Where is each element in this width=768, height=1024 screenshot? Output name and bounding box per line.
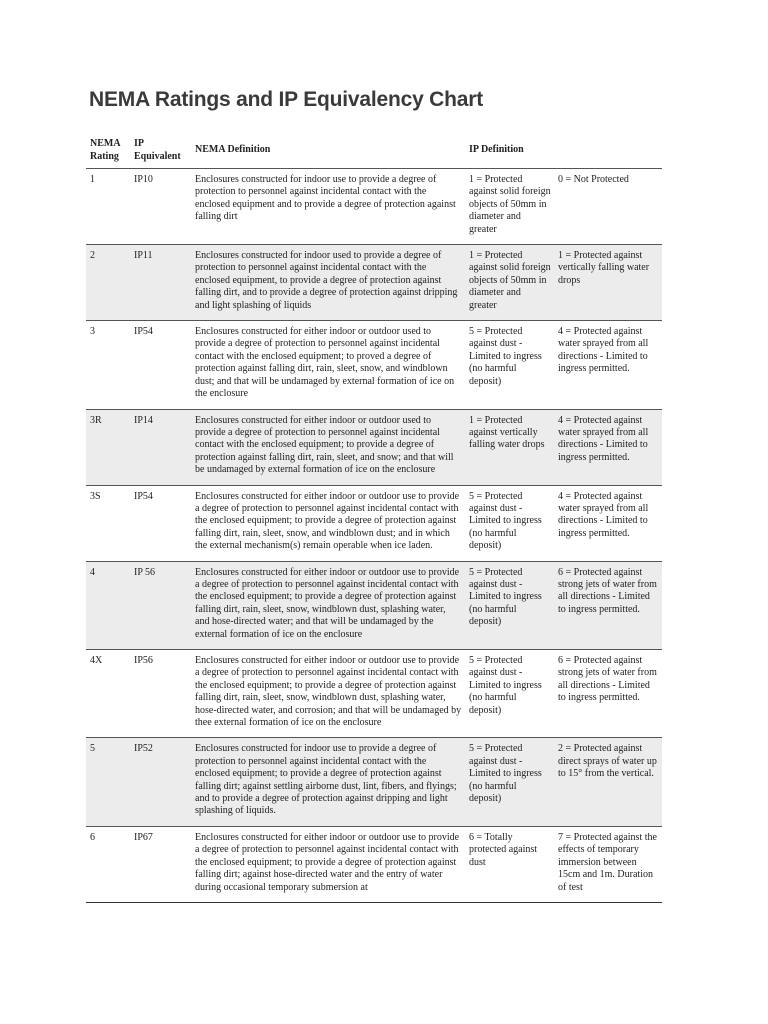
cell-ip-first-digit: 1 = Protected against solid foreign objects of 50mm in diameter and greater [465, 169, 554, 245]
cell-nema-definition: Enclosures constructed for indoor use to provide a degree of protection to personnel against incidental contact with the enclosed equipment; to provide a degree of protection against falling dirt; against settling airborne dust, lint, fibers, and flyings; and to provide a degree of protection against dripping and light splashing of liquids. [191, 738, 465, 826]
table-row [86, 650, 662, 738]
cell-nema-rating: 5 [86, 738, 130, 826]
header-nema-definition: NEMA Definition [191, 138, 465, 169]
cell-ip-second-digit: 4 = Protected against water sprayed from all directions - Limited to ingress permitted. [554, 485, 662, 561]
table-row [86, 561, 662, 649]
cell-ip-first-digit: 1 = Protected against vertically falling water drops [465, 409, 554, 485]
header-ip-definition: IP Definition [465, 138, 662, 169]
cell-nema-definition: Enclosures constructed for either indoor or outdoor used to provide a degree of protection to personnel against incidental contact with the enclosed equipment; to proved a degree of protection against falling dirt, rain, sleet, snow, and windblown dust; and that will be undamaged by external formation of ice on the enclosure [191, 321, 465, 409]
cell-ip-equivalent: IP 56 [130, 561, 191, 649]
table-row [86, 409, 662, 485]
cell-nema-rating: 4 [86, 561, 130, 649]
table-row [86, 245, 662, 321]
cell-nema-rating: 2 [86, 245, 130, 321]
cell-ip-equivalent: IP14 [130, 409, 191, 485]
cell-nema-rating: 6 [86, 826, 130, 902]
cell-ip-equivalent: IP67 [130, 826, 191, 902]
table-row [86, 826, 662, 902]
cell-nema-rating: 4X [86, 650, 130, 738]
cell-nema-definition [191, 826, 465, 902]
cell-nema-rating: 3S [86, 485, 130, 561]
cell-ip-second-digit: 6 = Protected against strong jets of water from all directions - Limited to ingress permitted. [554, 561, 662, 649]
cell-ip-second-digit: 0 = Not Protected [554, 169, 662, 245]
cell-nema-definition: Enclosures constructed for either indoor or outdoor use to provide a degree of protection to personnel against incidental contact with the enclosed equipment; to provide a degree of protection against falling dirt, rain, sleet, snow, windblown dust, splashing water, hose-directed water, and corrosion; and that will be undamaged by thee external formation of ice on the enclosure [191, 650, 465, 738]
header-nema-rating: NEMA Rating [86, 138, 130, 169]
cell-ip-second-digit: 4 = Protected against water sprayed from all directions - Limited to ingress permitted. [554, 321, 662, 409]
cell-nema-definition: Enclosures constructed for either indoor or outdoor use to provide a degree of protection to personnel against incidental contact with the enclosed equipment; to provide a degree of protection against falling dirt, rain, sleet, snow, windblown dust, splashing water, and hose-directed water; and that will be undamaged by the external formation of ice on the enclosure [191, 561, 465, 649]
cell-ip-second-digit: 2 = Protected against direct sprays of water up to 15° from the vertical. [554, 738, 662, 826]
cell-nema-definition: Enclosures constructed for indoor use to provide a degree of protection to personnel against incidental contact with the enclosed equipment and to provide a degree of protection against falling dirt [191, 169, 465, 245]
cell-nema-rating: 1 [86, 169, 130, 245]
document-title: NEMA Ratings and IP Equivalency Chart [89, 88, 484, 111]
cell-ip-first-digit: 5 = Protected against dust - Limited to ingress (no harmful deposit) [465, 321, 554, 409]
cell-nema-definition: Enclosures constructed for either indoor or outdoor used to provide a degree of protection to personnel against incidental contact with the enclosed equipment; to provide a degree of protection against falling dirt, rain, sleet, and snow; and that will be undamaged by external formation of ice on the enclosure [191, 409, 465, 485]
cell-ip-equivalent: IP56 [130, 650, 191, 738]
table-row [86, 169, 662, 245]
cell-ip-second-digit: 4 = Protected against water sprayed from all directions - Limited to ingress permitted. [554, 409, 662, 485]
table-row [86, 738, 662, 826]
cell-nema-definition: Enclosures constructed for indoor used to provide a degree of protection to personnel against incidental contact with the enclosed equipment, to provide a degree of protection against falling dirt, and to provide a degree of protection against dripping and light splashing of liquids [191, 245, 465, 321]
cell-ip-first-digit: 5 = Protected against dust - Limited to ingress (no harmful deposit) [465, 561, 554, 649]
cell-ip-first-digit-text: 6 = Totally protected against dust [469, 831, 538, 868]
table-row [86, 485, 662, 561]
cell-ip-equivalent: IP54 [130, 485, 191, 561]
cell-ip-equivalent: IP54 [130, 321, 191, 409]
cell-ip-second-digit [554, 826, 662, 902]
cell-nema-definition-text: Enclosures constructed for either indoor or outdoor use to provide a degree of protection to personnel against incidental contact with the enclosed equipment; to provide a degree of protection against falling dirt; against hose-directed water and the entry of water during occasional temporary submersion at [195, 831, 460, 893]
cell-nema-rating: 3 [86, 321, 130, 409]
cell-ip-second-digit: 6 = Protected against strong jets of water from all directions - Limited to ingress permitted. [554, 650, 662, 738]
cell-ip-equivalent: IP52 [130, 738, 191, 826]
cell-ip-second-digit: 1 = Protected against vertically falling water drops [554, 245, 662, 321]
header-ip-equivalent: IP Equivalent [130, 138, 191, 169]
cell-nema-definition: Enclosures constructed for either indoor or outdoor use to provide a degree of protection to personnel against incidental contact with the enclosed equipment; to provide a degree of protection against falling dirt, rain, sleet, snow, and windblown dust; and in which the external mechanism(s) remain operable when ice laden. [191, 485, 465, 561]
cell-ip-first-digit: 5 = Protected against dust - Limited to ingress (no harmful deposit) [465, 738, 554, 826]
cell-ip-first-digit: 5 = Protected against dust - Limited to ingress (no harmful deposit) [465, 650, 554, 738]
table-header-row [86, 138, 662, 169]
table-row [86, 321, 662, 409]
cell-nema-rating: 3R [86, 409, 130, 485]
cell-ip-first-digit [465, 826, 554, 902]
cell-ip-second-digit-text: 7 = Protected against the effects of temporary immersion between 15cm and 1m. Duration of test [558, 831, 657, 893]
cell-ip-first-digit: 1 = Protected against solid foreign objects of 50mm in diameter and greater [465, 245, 554, 321]
cell-ip-equivalent: IP10 [130, 169, 191, 245]
cell-ip-first-digit: 5 = Protected against dust - Limited to ingress (no harmful deposit) [465, 485, 554, 561]
nema-ip-table [86, 138, 662, 903]
cell-ip-equivalent: IP11 [130, 245, 191, 321]
